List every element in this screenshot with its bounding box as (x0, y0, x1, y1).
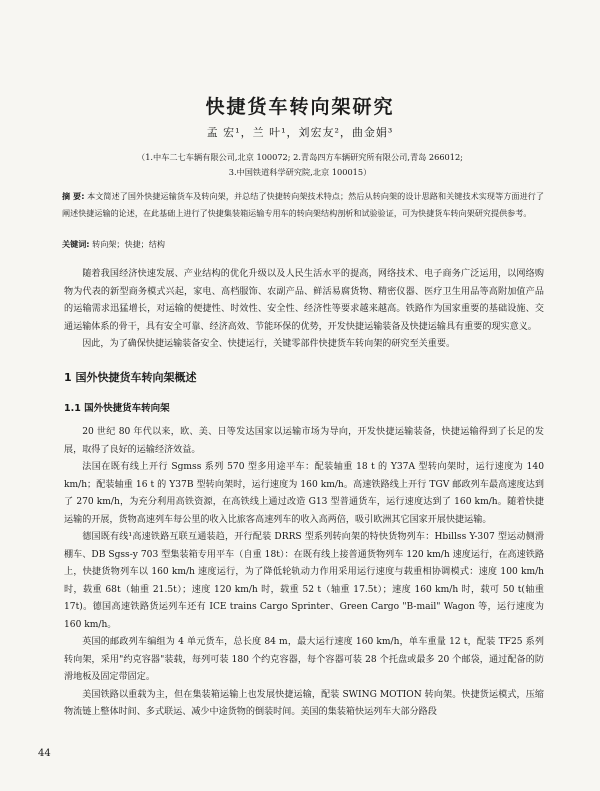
intro-section (64, 266, 544, 354)
abstract (62, 188, 544, 222)
affiliation-line: （1.中车二七车辆有限公司,北京 100072; 2.青岛四方车辆研究所有限公司,青岛 266012; (137, 152, 463, 162)
body-paragraph: 20 世纪 80 年代以来，欧、美、日等发达国家以运输市场为导向，开发快捷运输装备，快捷运输得到了长足的发展，取得了良好的运输经济效益。 (64, 427, 544, 455)
section1-body (64, 424, 544, 722)
body-paragraph: 英国的邮政列车编组为 4 单元货车，总长度 84 m，最大运行速度 160 km/h，单车重量 12 t，配装 TF25 系列转向架，采用"约克容器"装载，每列可装 180 个约克容器，每个容器可装 28 个托盘或最多 20 个邮袋，通过配备的防滑地板及固定带固定。 (64, 637, 544, 682)
section-heading: 1 国外快捷货车转向架概述 (64, 371, 197, 384)
abstract-label: 摘 要: (62, 191, 85, 201)
body-paragraph: 因此，为了确保快捷运输装备安全、快捷运行，关键零部件快捷货车转向架的研究至关重要。 (82, 339, 456, 349)
body-paragraph: 法国在既有线上开行 Sgmss 系列 570 型多用途平车：配装轴重 18 t 的 Y37A 型转向架时，运行速度为 140 km/h；配装轴重 16 t 的 Y37B 型转向架时，运行速度为 160 km/h。高速铁路线上开行 TGV 邮政列车最高速度达到了 270 km/h，为充分利用高铁资源，在高铁线上通过改造 G13 型普通货车，运行速度达到了 160 km/h。随着快捷运输的开展，货物高速列车每公里的收入比旅客高速列车的收入高两倍，吸引欧洲其它国家开展快捷运输。 (64, 462, 544, 525)
body-paragraph: 美国铁路以重载为主，但在集装箱运输上也发展快捷运输，配装 SWING MOTION 转向架。快捷货运模式，压缩物流链上整体时间、多式联运、减少中途货物的倒装时间。美国的集装箱快运列车大部分路段 (64, 689, 544, 717)
author-list: 孟 宏¹，兰 叶¹，刘宏友²，曲金娟³ (206, 126, 394, 139)
abstract-text: 本文简述了国外快捷运输货车及转向架，并总结了快捷转向架技术特点；然后从转向架的设计思路和关键技术实现等方面进行了阐述快捷运输的论述，在此基础上进行了快捷集装箱运输专用车的转向架结构剖析和试验验证，可为快捷货车转向架研究提供参考。 (62, 191, 544, 218)
affiliation-line: 3.中国铁道科学研究院,北京 100015） (228, 167, 372, 177)
body-paragraph: 随着我国经济快速发展、产业结构的优化升级以及人民生活水平的提高，网络技术、电子商务广泛运用，以网络购物为代表的新型商务模式兴起，家电、高档服饰、农副产品、鲜活易腐货物、精密仪器、医疗卫生用品等高附加值产品的运输需求迅猛增长，对运输的便捷性、时效性、安全性、经济性等要求越来越高。铁路作为国家重要的基础设施、交通运输体系的骨干，具有安全可靠、经济高效、节能环保的优势，开发快捷运输装备及快捷运输具有重要的现实意义。 (64, 269, 544, 332)
keywords-text: 转向架；快捷；结构 (92, 239, 165, 249)
keywords-label: 关键词: (62, 239, 90, 249)
body-paragraph: 德国既有线¹高速铁路互联互通装趋，开行配装 DRRS 型系列转向架的特快货物列车：Hbillss Y-307 型运动侧滑棚车、DB Sgss-y 703 型集装箱专用平车（自重 18t）：在既有线上接普通货物列车 120 km/h 速度运行，在高速铁路上，快捷货物列车以 160 km/h 速度运行，为了降低轮轨动力作用采用运行速度与载重相协调模式：速度 100 km/h 时，载重 68t（轴重 21.5t）；速度 120 km/h 时，载重 52 t（轴重 17.5t）；速度 160 km/h 时，载可 50 t(轴重 17t)。德国高速铁路货运列车还有 ICE trains Cargo Sprinter、Green Cargo "B-mail" Wagon 等，运行速度为 160 km/h。 (64, 532, 544, 630)
subsection-heading: 1.1 国外快捷货车转向架 (64, 403, 170, 414)
page-number: 44 (38, 748, 51, 759)
keywords (62, 239, 165, 250)
paper-title: 快捷货车转向架研究 (205, 96, 395, 118)
